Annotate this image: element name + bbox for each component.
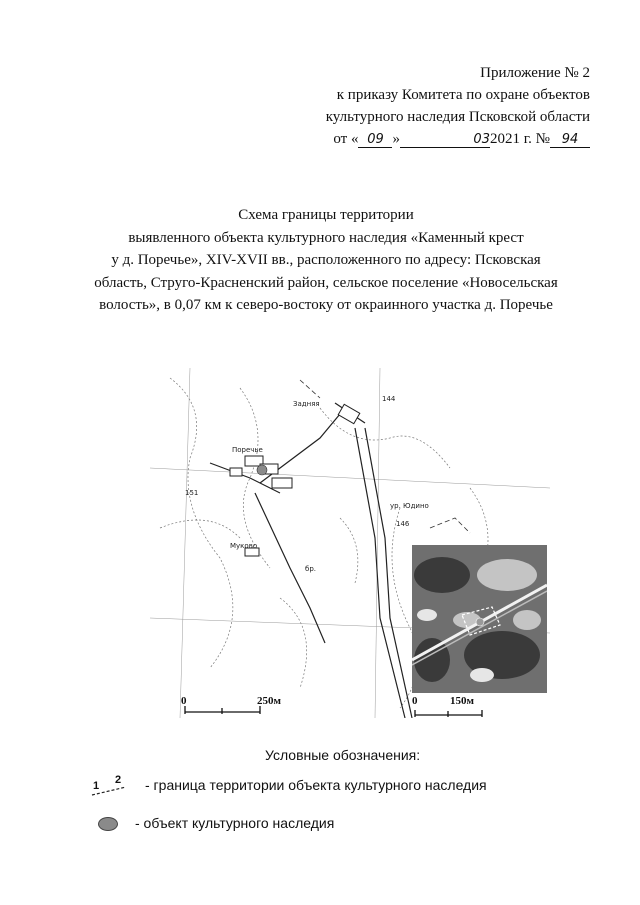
scale-left-zero: 0 [181,695,187,707]
boundary-point-2: 2 [115,774,122,786]
label-br: бр. [305,565,316,573]
scale-right-value: 150м [450,695,474,707]
label-porechye: Поречье [232,446,263,454]
date-mid: » [392,131,400,147]
date-prefix: от « [333,131,359,147]
legend-object-text: - объект культурного наследия [135,815,335,831]
scale-left-value: 250м [257,695,281,707]
label-elev-144: 144 [382,395,396,403]
satellite-photo [412,545,547,693]
title-line-1: Схема границы территории [238,207,414,223]
label-mukovo: Муково [230,542,258,550]
label-elev-151: 151 [185,489,199,497]
label-elev-146: 146 [396,520,410,528]
title-line-2: выявленного объекта культурного наследия «Каменный крест [128,229,524,246]
legend-boundary-text: - граница территории объекта культурного наследия [145,777,487,793]
cultural-object-icon [98,817,118,831]
year-text: 2021 г. № [489,131,550,147]
title-line-3: у д. Поречье», XIV-XVII вв., расположенного по адресу: Псковская [111,252,541,268]
order-line: к приказу Комитета по охране объектов [336,87,590,103]
document-title [60,204,592,317]
scale-right-zero: 0 [412,695,418,707]
boundary-point-1: 1 [93,780,100,792]
label-yudino: ур. Юдино [390,502,429,510]
legend-title: Условные обозначения: [265,747,421,763]
handwritten-month: 03 [400,132,490,148]
title-line-5: волость», в 0,07 км к северо-востоку от окраинного участка д. Поречье [99,297,553,313]
handwritten-number: 94 [550,132,590,148]
label-zadnyaya: Задняя [293,400,320,408]
handwritten-day: 09 [358,132,392,148]
appendix-label: Приложение № 2 [480,65,590,81]
title-line-4: область, Струго-Красненский район, сельское поселение «Новосельская [94,274,558,291]
committee-line: культурного наследия Псковской области [325,109,590,125]
document-header [326,62,590,150]
date-line [326,128,590,150]
